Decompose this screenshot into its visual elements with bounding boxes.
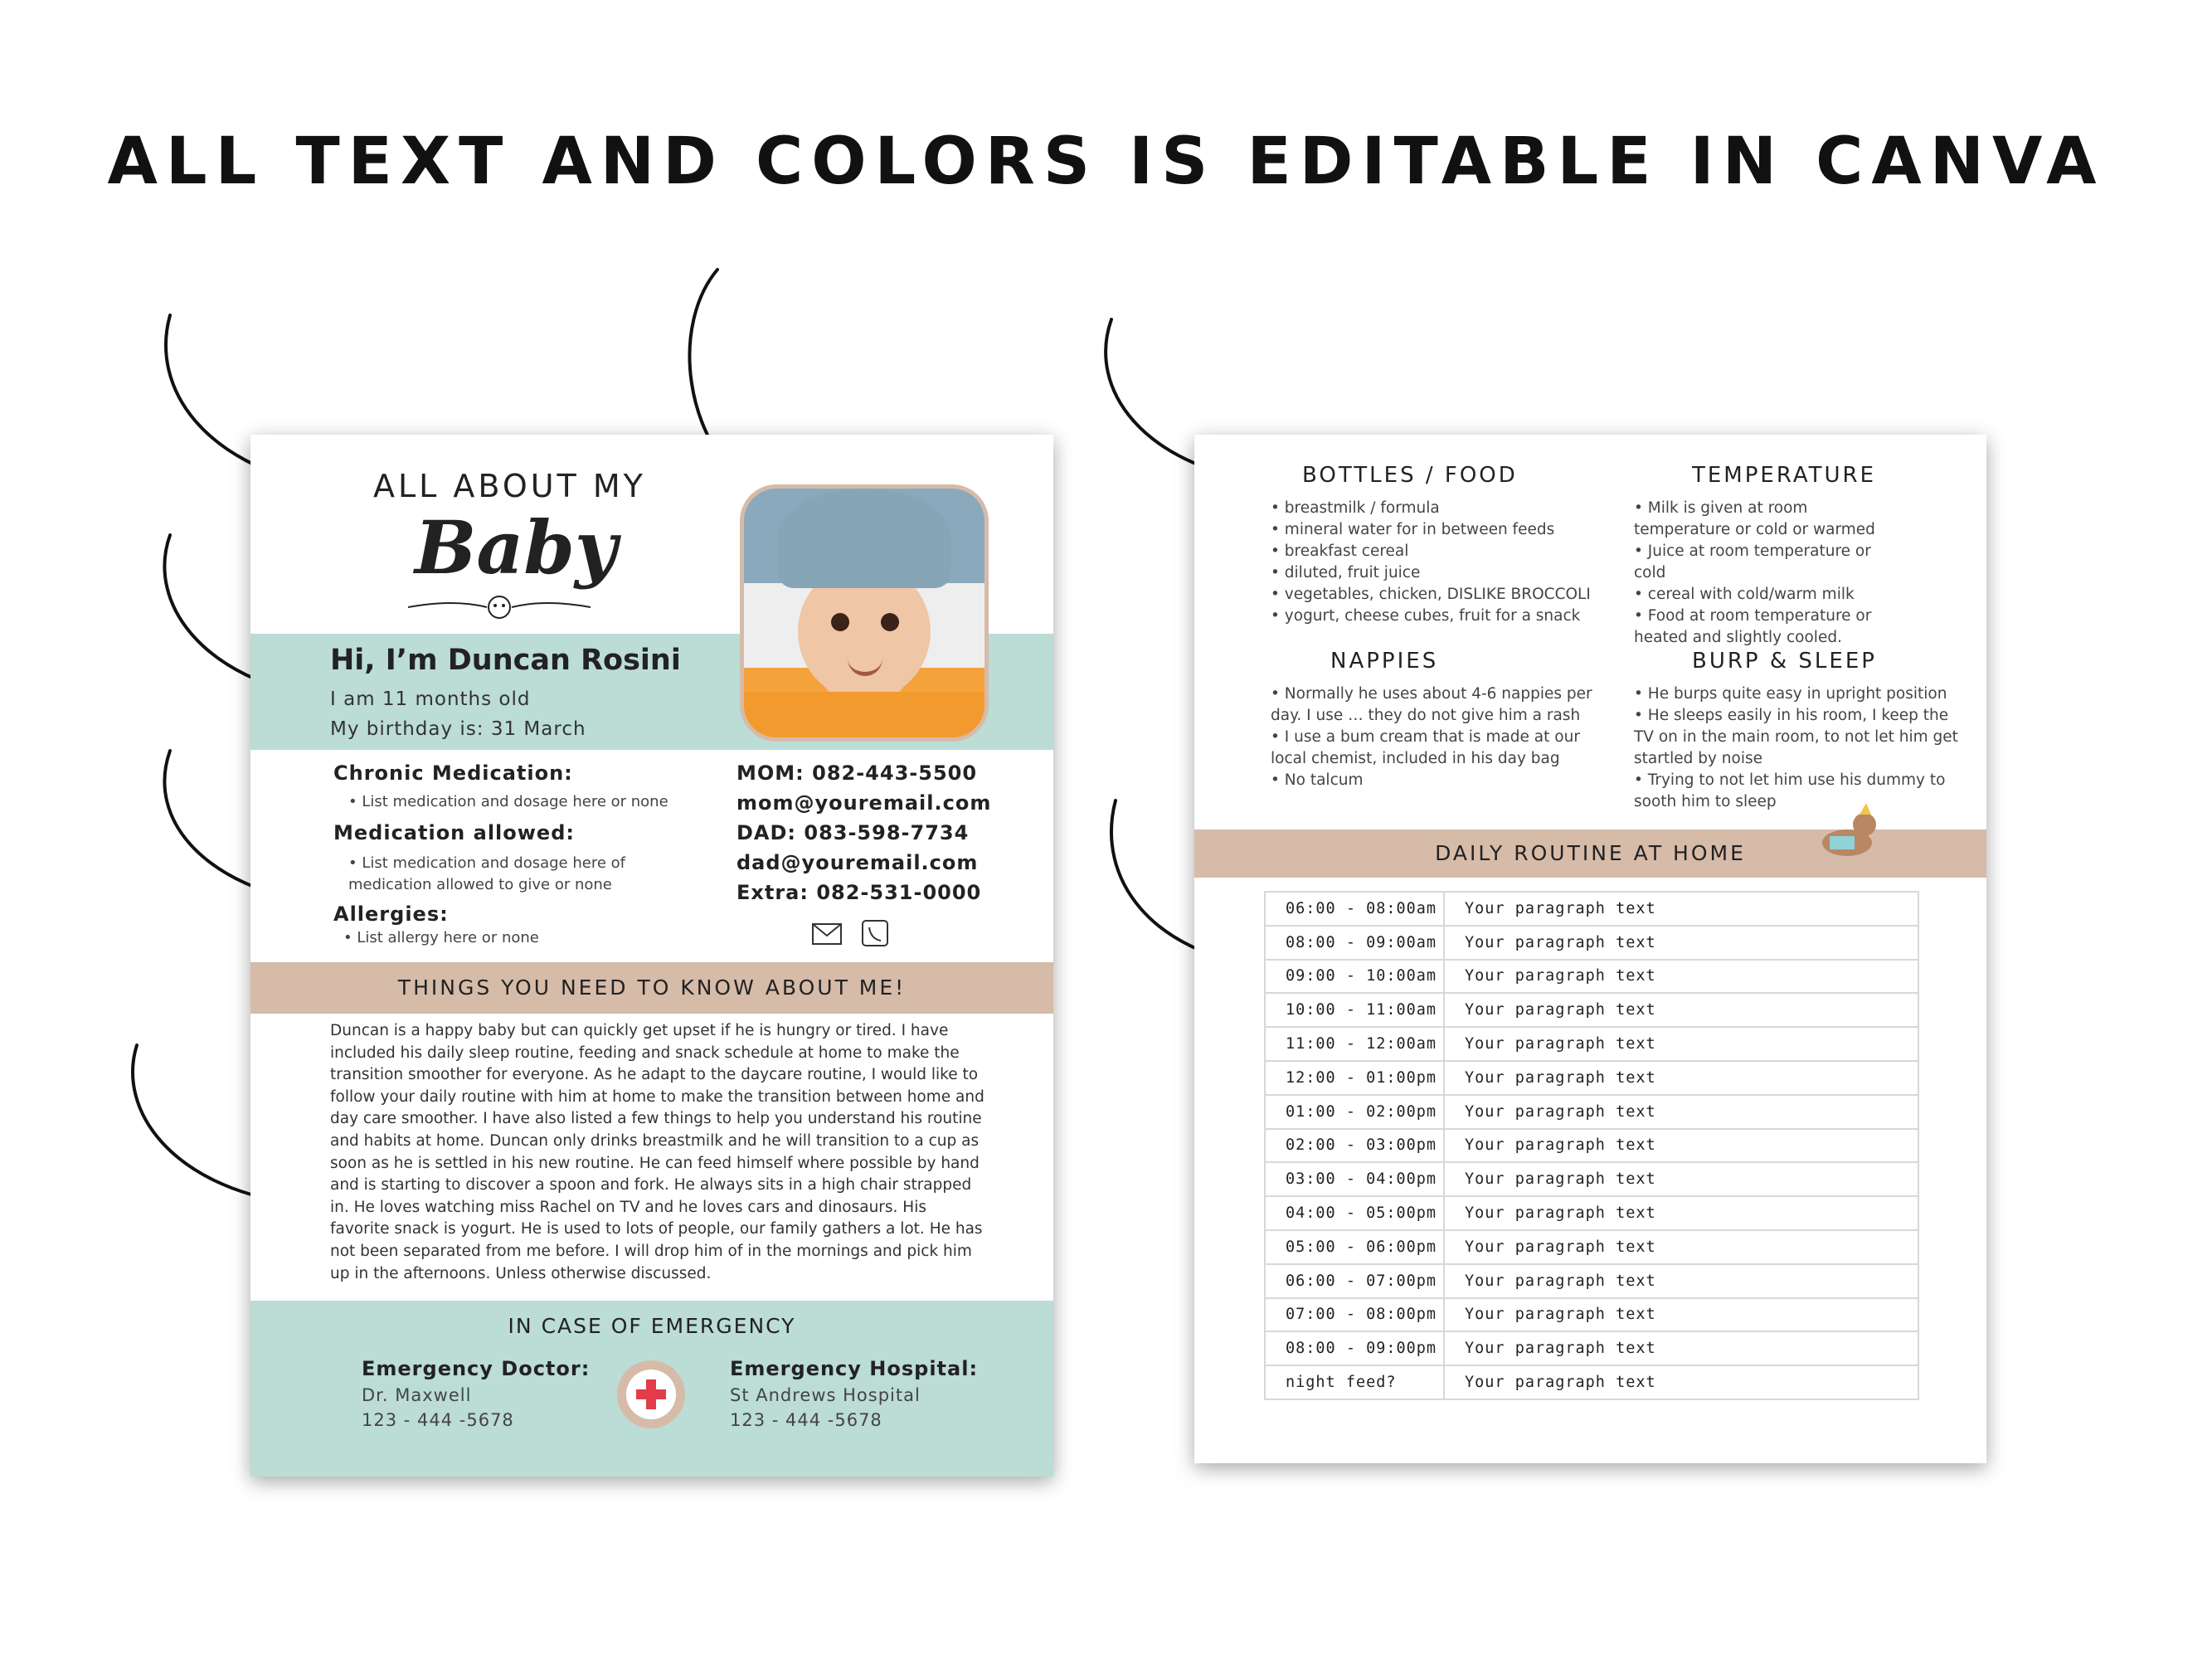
title-baby: Baby [415,504,618,591]
table-row [1265,1365,1918,1399]
list-item: • yogurt, cheese cubes, fruit for a snack [1271,607,1581,625]
table-row [1265,1095,1918,1129]
contact-mom-phone: MOM: 082-443-5500 [737,761,978,785]
table-row [1265,1129,1918,1163]
temperature-list [1634,498,1908,649]
list-item: • Normally he uses about 4-6 nappies per day. I use … they do not give him a rash [1271,685,1592,724]
doctor-heading: Emergency Doctor: [362,1357,591,1380]
table-row [1265,993,1918,1027]
table-row [1265,960,1918,994]
table-row [1265,1162,1918,1196]
allergies-heading: Allergies: [333,902,449,926]
list-item: • Juice at room temperature or cold [1634,542,1871,581]
time-cell: 08:00 - 09:00pm [1265,1331,1444,1365]
activity-cell: Your paragraph text [1444,1298,1918,1332]
table-row [1265,1331,1918,1365]
medical-cross-icon [617,1360,685,1428]
list-item: • I use a bum cream that is made at our local chemist, included in his day bag [1271,728,1580,767]
routine-heading: DAILY ROUTINE AT HOME [1435,841,1746,865]
hospital-phone: 123 - 444 -5678 [730,1410,882,1430]
time-cell: 04:00 - 05:00pm [1265,1196,1444,1230]
activity-cell: Your paragraph text [1444,892,1918,926]
table-row [1265,1196,1918,1230]
table-row [1265,892,1918,926]
emergency-heading: IN CASE OF EMERGENCY [508,1314,796,1338]
activity-cell: Your paragraph text [1444,1264,1918,1298]
time-cell: 03:00 - 04:00pm [1265,1162,1444,1196]
contact-icons [808,916,899,949]
list-item: • No talcum [1271,771,1364,789]
title-small: ALL ABOUT MY [373,468,646,504]
phone-icon [863,921,887,946]
baby-photo [740,484,989,742]
activity-cell: Your paragraph text [1444,1027,1918,1061]
time-cell: night feed? [1265,1365,1444,1399]
table-row [1265,1027,1918,1061]
activity-cell: Your paragraph text [1444,1331,1918,1365]
list-item: • He burps quite easy in upright position [1634,685,1947,703]
info-sheet-page-1 [250,435,1053,1477]
time-cell: 01:00 - 02:00pm [1265,1095,1444,1129]
age-line: I am 11 months old [330,688,531,710]
hospital-heading: Emergency Hospital: [730,1357,979,1380]
activity-cell: Your paragraph text [1444,1365,1918,1399]
time-cell: 05:00 - 06:00pm [1265,1230,1444,1264]
contact-mom-email: mom@youremail.com [737,791,992,815]
table-row [1265,1230,1918,1264]
list-item: • Trying to not let him use his dummy to sooth him to sleep [1634,771,1946,810]
list-item: • breakfast cereal [1271,542,1409,560]
dog-icon [1810,800,1884,866]
time-cell: 09:00 - 10:00am [1265,960,1444,994]
doctor-name: Dr. Maxwell [362,1385,472,1405]
schedule-table [1264,891,1919,1400]
table-row [1265,1061,1918,1095]
time-cell: 08:00 - 09:00am [1265,926,1444,960]
activity-cell: Your paragraph text [1444,1230,1918,1264]
contact-dad-phone: DAD: 083-598-7734 [737,821,970,844]
list-item: • He sleeps easily in his room, I keep the TV on in the main room, to not let him get startled by noise [1634,707,1958,767]
activity-cell: Your paragraph text [1444,960,1918,994]
table-row [1265,1298,1918,1332]
doctor-phone: 123 - 444 -5678 [362,1410,514,1430]
list-item: • Milk is given at room temperature or cold or warmed [1634,499,1875,538]
contact-extra-phone: Extra: 082-531-0000 [737,881,982,904]
list-item: • diluted, fruit juice [1271,564,1421,581]
table-row [1265,926,1918,960]
time-cell: 06:00 - 08:00am [1265,892,1444,926]
activity-cell: Your paragraph text [1444,993,1918,1027]
allergies-item: • List allergy here or none [343,929,539,946]
chronic-item: • List medication and dosage here or none [348,793,668,810]
nappies-heading: NAPPIES [1330,649,1439,674]
envelope-icon [813,924,841,944]
contact-dad-email: dad@youremail.com [737,851,979,874]
list-item: • cereal with cold/warm milk [1634,586,1855,603]
time-cell: 12:00 - 01:00pm [1265,1061,1444,1095]
burp-heading: BURP & SLEEP [1692,649,1877,674]
time-cell: 06:00 - 07:00pm [1265,1264,1444,1298]
list-item: • mineral water for in between feeds [1271,521,1555,538]
activity-cell: Your paragraph text [1444,926,1918,960]
hospital-name: St Andrews Hospital [730,1385,921,1405]
list-item: • Food at room temperature or heated and slightly cooled. [1634,607,1872,646]
about-paragraph: Duncan is a happy baby but can quickly get upset if he is hungry or tired. I have included his daily sleep routine, feeding and snack schedule at home to make the transition smoother for everyone. As he adapt to the daycare routine, I would like to follow your daily routine with him at home to make the transition between home and day care smoother. I have also listed a few things to help you understand his routine and habits at home. Duncan only drinks breastmilk and he will transition to a cup as soon as he is settled in his new routine. He can feed himself where possible by hand and is starting to discover a spoon and fork. He always sits in a high chair strapped in. He loves watching miss Rachel on TV and he loves cars and dinosaurs. His favorite snack is yogurt. He is used to lots of people, our family gathers a lot. He has not been separated from me before. I will drop him of in the mornings and pick him up in the afternoons. Unless otherwise discussed. [330,1022,984,1282]
info-sheet-page-2 [1194,435,1986,1463]
food-list [1271,498,1602,627]
table-row [1265,1264,1918,1298]
time-cell: 02:00 - 03:00pm [1265,1129,1444,1163]
chronic-heading: Chronic Medication: [333,761,573,785]
allowed-item: • List medication and dosage here of medication allowed to give or none [348,854,625,893]
activity-cell: Your paragraph text [1444,1129,1918,1163]
headline: ALL TEXT AND COLORS IS EDITABLE IN CANVA [107,124,2105,199]
allowed-heading: Medication allowed: [333,821,575,844]
activity-cell: Your paragraph text [1444,1196,1918,1230]
list-item: • breastmilk / formula [1271,499,1440,517]
list-item: • vegetables, chicken, DISLIKE BROCCOLI [1271,586,1591,603]
time-cell: 11:00 - 12:00am [1265,1027,1444,1061]
temperature-heading: TEMPERATURE [1692,463,1877,488]
birthday-line: My birthday is: 31 March [330,718,586,740]
burp-list [1634,684,1962,813]
need-heading: THINGS YOU NEED TO KNOW ABOUT ME! [397,975,907,1000]
greeting-name: Hi, I’m Duncan Rosini [330,644,681,677]
activity-cell: Your paragraph text [1444,1061,1918,1095]
divider-ornament [408,591,591,624]
activity-cell: Your paragraph text [1444,1095,1918,1129]
activity-cell: Your paragraph text [1444,1162,1918,1196]
time-cell: 07:00 - 08:00pm [1265,1298,1444,1332]
nappies-list [1271,684,1602,791]
time-cell: 10:00 - 11:00am [1265,993,1444,1027]
food-heading: BOTTLES / FOOD [1302,463,1518,488]
